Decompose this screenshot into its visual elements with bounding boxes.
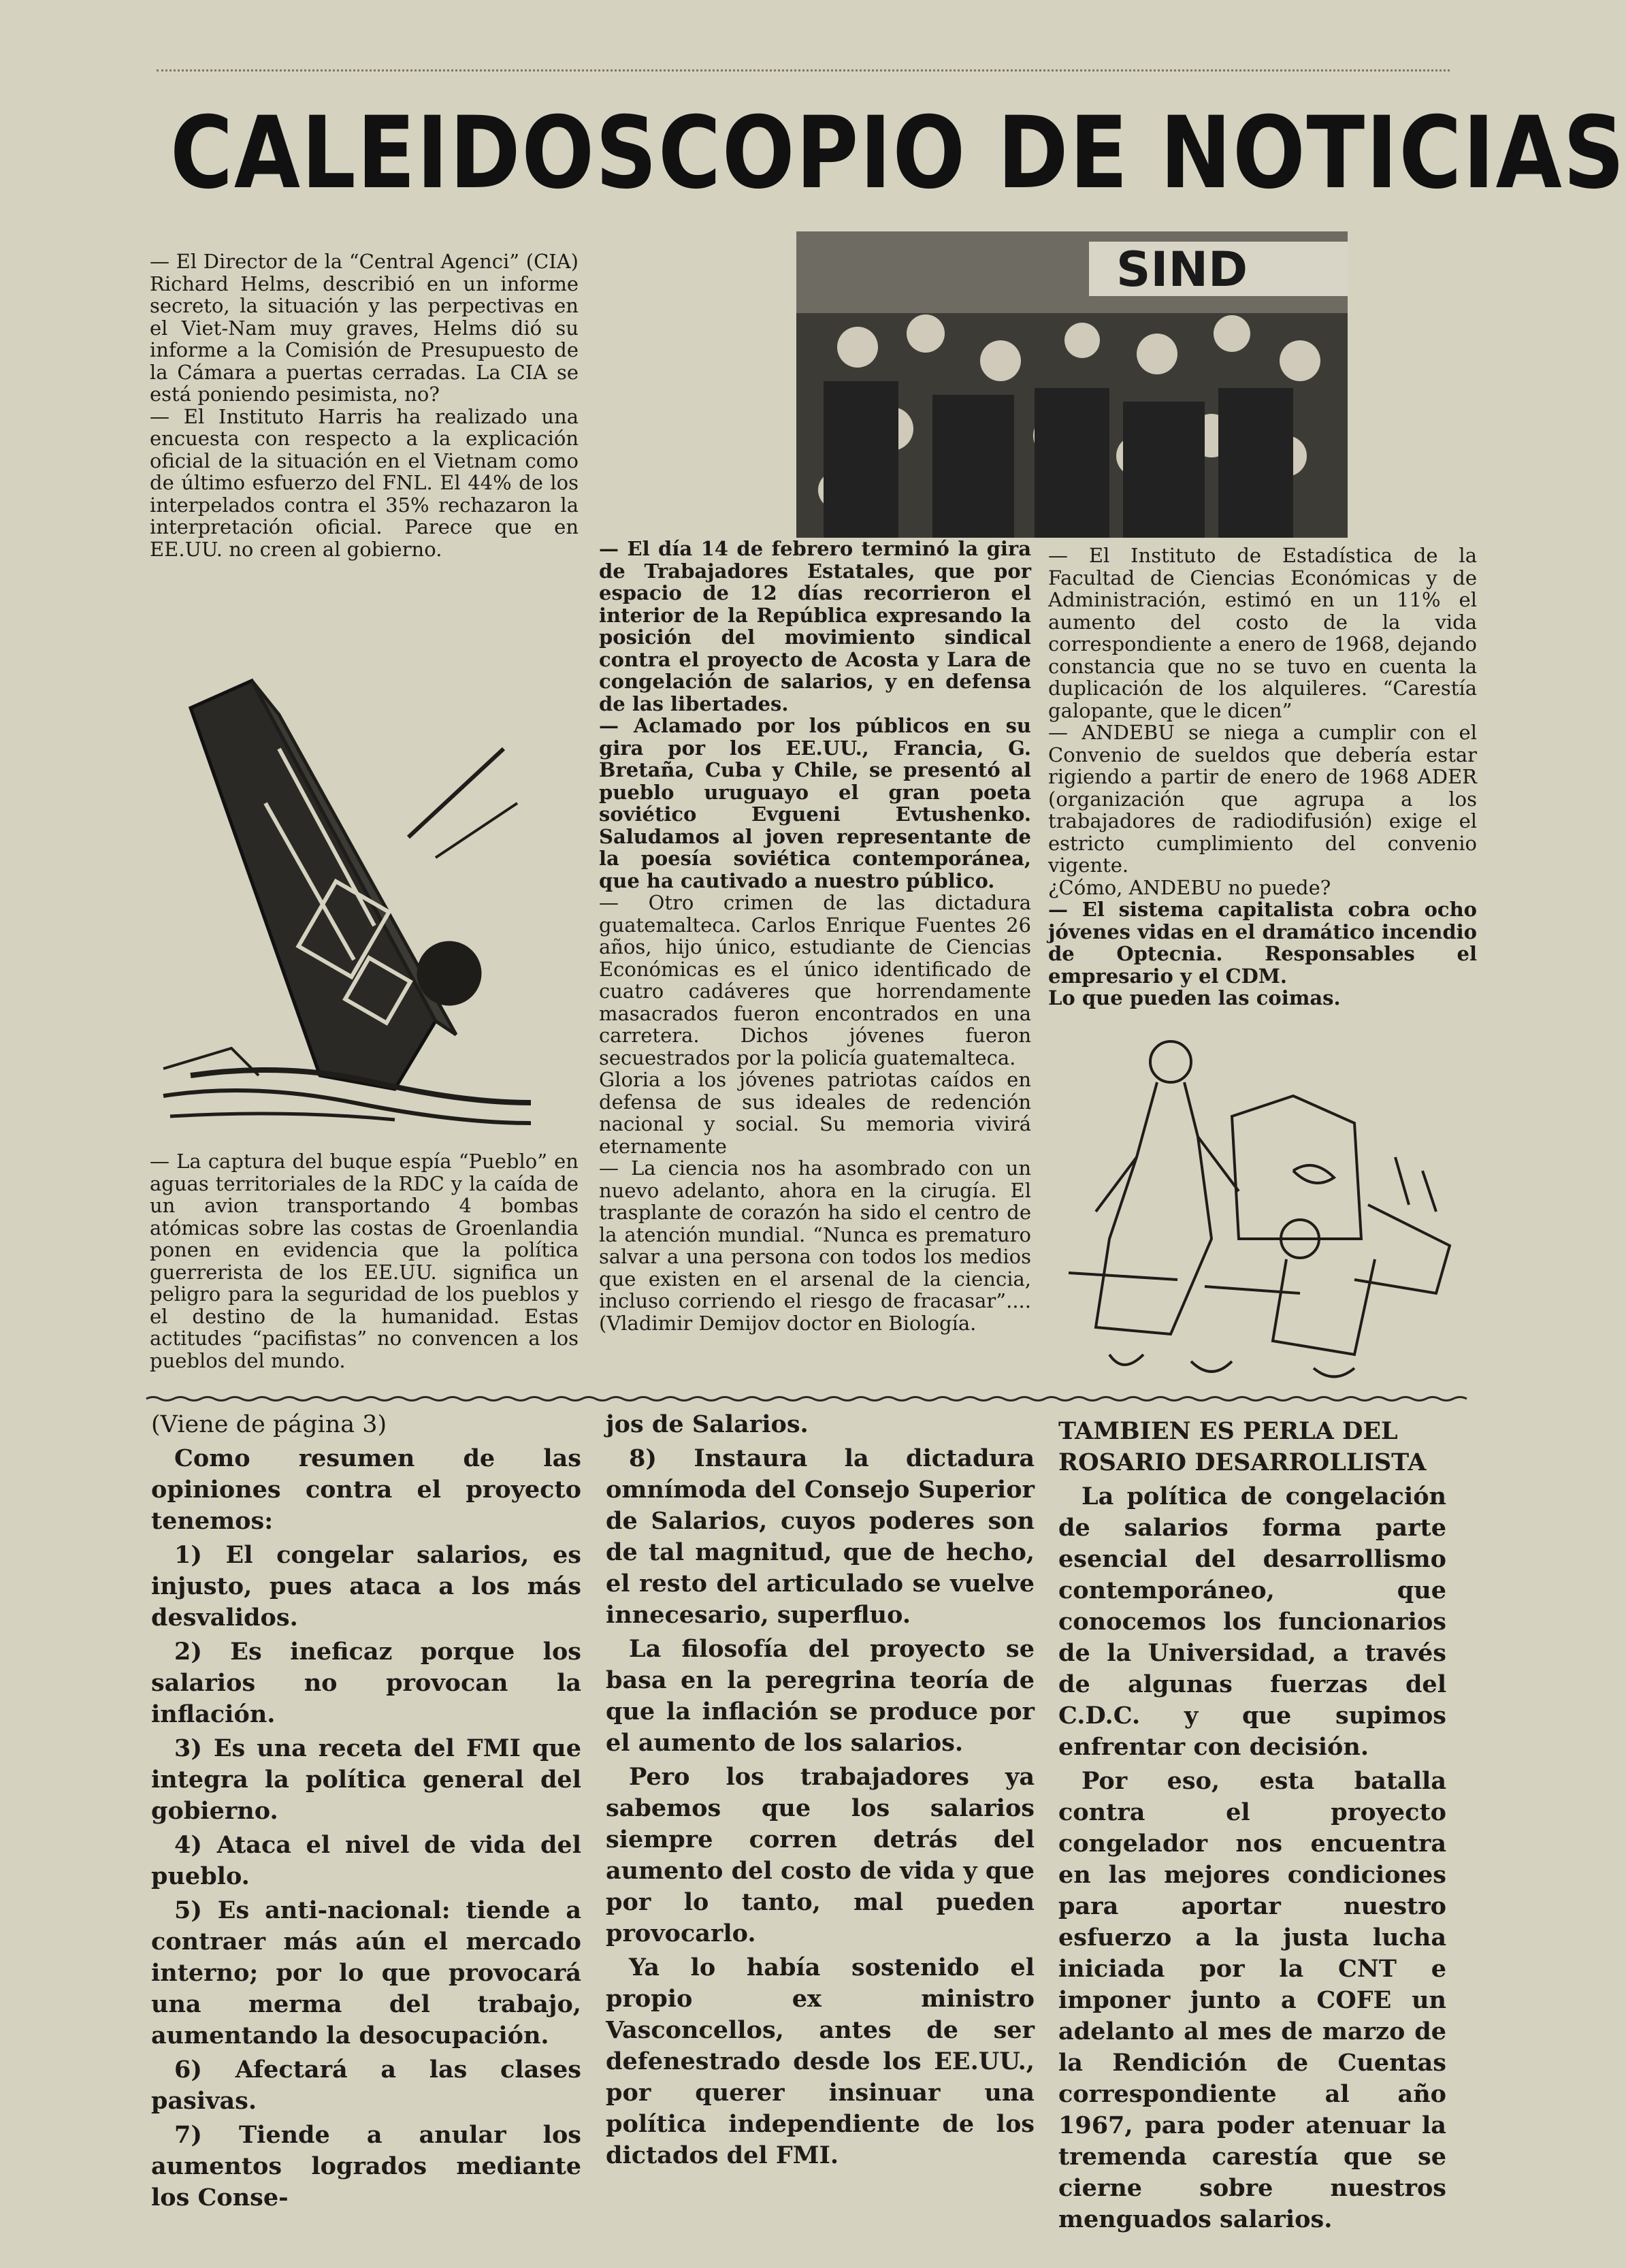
paragraph: Por eso, esta batalla contra el proyecto congelador nos encuentra en las mejores condiciones para aportar nuestro esfuerzo a la justa lucha iniciada por la CNT e imponer junto a COFE un adelanto al mes de marzo de la Rendición de Cuentas correspondiente al año 1967, para poder atenuar la tremenda carestía que se cierne sobre nuestros menguados salarios. [1058,1767,1446,2233]
section-divider [146,1395,1467,1402]
paragraph: Como resumen de las opiniones contra el proyecto tenemos: [151,1444,581,1535]
paragraph: 4) Ataca el nivel de vida del pueblo. [151,1831,581,1890]
workers-sketch-illustration [1069,1035,1463,1389]
article-headline: TAMBIEN ES PERLA DEL ROSARIO DESARROLLISTA [1058,1417,1427,1476]
paragraph: — Aclamado por los públicos en su gira por los EE.UU., Francia, G. Bretaña, Cuba y Chile, se presentó al pueblo uruguayo el gran poeta soviético Evgueni Evtushenko. Saludamos al joven representante de la poesía soviética contemporánea, que ha cautivado a nuestro público. [599,714,1031,892]
paragraph: — La captura del buque espía “Pueblo” en aguas territoriales de la RDC y la caída de un avion transportando 4 bombas atómicas sobre las costas de Groenlandia ponen en evidencia que la política guerrerista de los EE.UU. significa un peligro para la seguridad de los pueblos y el destino de la humanidad. Estas actitudes “pacifistas” no convencen a los pueblos del mundo. [150,1150,579,1372]
column-1-top [150,250,579,632]
paragraph: 3) Es una receta del FMI que integra la política general del gobierno. [151,1734,581,1825]
paragraph: jos de Salarios. [606,1410,809,1438]
paragraph: 7) Tiende a anular los aumentos logrados mediante los Conse- [151,2121,581,2212]
paragraph: 5) Es anti-nacional: tiende a contraer más aún el mercado interno; por lo que provocará una merma del trabajo, aumentando la desocupación. [151,1896,581,2050]
paragraph: 8) Instaura la dictadura omnímoda del Consejo Superior de Salarios, cuyos poderes son de tal magnitud, que de hecho, el resto del articulado se vuelve innecesario, superfluo. [606,1444,1035,1629]
column-1-bottom [150,1150,579,1395]
paragraph: — El Instituto de Estadística de la Facultad de Ciencias Económicas y de Administración, estimó en un 11% el aumento del costo de la vida correspondiente a enero de 1968, dejando constancia que no se tuvo en cuenta la duplicación de los alquileres. “Carestía galopante, que le dicen” [1048,544,1477,722]
paragraph: — El sistema capitalista cobra ocho jóvenes vidas en el dramático incendio de Optecnia. Responsables el empresario y el CDM. [1048,898,1477,988]
column-3-top [1048,545,1477,1014]
paragraph: 6) Afectará a las clases pasivas. [151,2056,581,2115]
paragraph: — La ciencia nos ha asombrado con un nuevo adelanto, ahora en la cirugía. El trasplante de corazón ha sido el centro de la atención mundial. “Nunca es prematuro salvar a una persona con todos los medios que existen en el arsenal de la ciencia, incluso corriendo el riesgo de fracasar”.... (Vladimir Demijov doctor en Biología. [599,1156,1031,1335]
paragraph: — El día 14 de febrero terminó la gira de Trabajadores Estatales, que por espacio de 12 días recorrieron el interior de la República expresando la posición del movimiento sindical contra el proyecto de Acosta y Lara de congelación de salarios, y en defensa de las libertades. [599,537,1031,715]
top-dotted-rule [157,69,1450,71]
paragraph: 1) El congelar salarios, es injusto, pues ataca a los más desvalidos. [151,1541,581,1632]
paragraph: — ANDEBU se niega a cumplir con el Convenio de sueldos que debería estar rigiendo a partir de enero de 1968 ADER (organización que agrupa a los trabajadores de radiodifusión) exige el estricto cumplimiento del convenio vigente. [1048,721,1477,877]
photo-banner-text: SIND [1116,242,1248,297]
masthead-title: CALEIDOSCOPIO DE NOTICIAS [170,95,1626,211]
paragraph: La filosofía del proyecto se basa en la peregrina teoría de que la inflación se produce por el aumento de los salarios. [606,1635,1035,1757]
protest-photo [796,231,1348,538]
bottom-left-column [151,1409,581,2212]
paragraph: ¿Cómo, ANDEBU no puede? [1048,875,1331,899]
paragraph: Lo que pueden las coimas. [1048,986,1341,1009]
column-2-top [599,538,1031,1395]
paragraph: — Otro crimen de las dictadura guatemalteca. Carlos Enrique Fuentes 26 años, hijo único, estudiante de Ciencias Económicas es el único identificado de cuatro cadáveres que horrendamente masacrados fueron encontrados en una carretera. Dichos jóvenes fueron secuestrados por la policía guatemalteca. [599,891,1031,1069]
paragraph: — El Director de la “Central Agenci” (CIA) Richard Helms, describió en un informe secreto, la situación y las perpectivas en el Viet-Nam muy graves, Helms dió su informe a la Comisión de Presupuesto de la Cámara a puertas cerradas. La CIA se está poniendo pesimista, no? [150,250,579,406]
paragraph: 2) Es ineficaz porque los salarios no provocan la inflación. [151,1638,581,1728]
sinking-ship-illustration [150,667,538,1137]
paragraph: Pero los trabajadores ya sabemos que los salarios siempre corren detrás del aumento del costo de vida y que por lo tanto, mal pueden provocarlo. [606,1763,1035,1947]
paragraph: La política de congelación de salarios forma parte esencial del desarrollismo contemporáneo, que conocemos los funcionarios de la Universidad, a través de algunas fuerzas del C.D.C. y que supimos enfrentar con decisión. [1058,1483,1446,1761]
bottom-right-column [1058,1416,1446,2233]
continued-caption: (Viene de página 3) [151,1411,387,1438]
bottom-middle-column [606,1409,1035,2169]
paragraph: Ya lo había sostenido el propio ex ministro Vasconcellos, antes de ser defenestrado desde los EE.UU., por querer insinuar una política independiente de los dictados del FMI. [606,1954,1035,2169]
paragraph: — El Instituto Harris ha realizado una encuesta con respecto a la explicación oficial de la situación en el Vietnam como de último esfuerzo del FNL. El 44% de los interpelados contra el 35% rechazaron la interpretación oficial. Parece que en EE.UU. no creen al gobierno. [150,404,579,561]
paragraph: Gloria a los jóvenes patriotas caídos en defensa de sus ideales de redención nacional y social. Su memoria vivirá eternamente [599,1068,1031,1158]
